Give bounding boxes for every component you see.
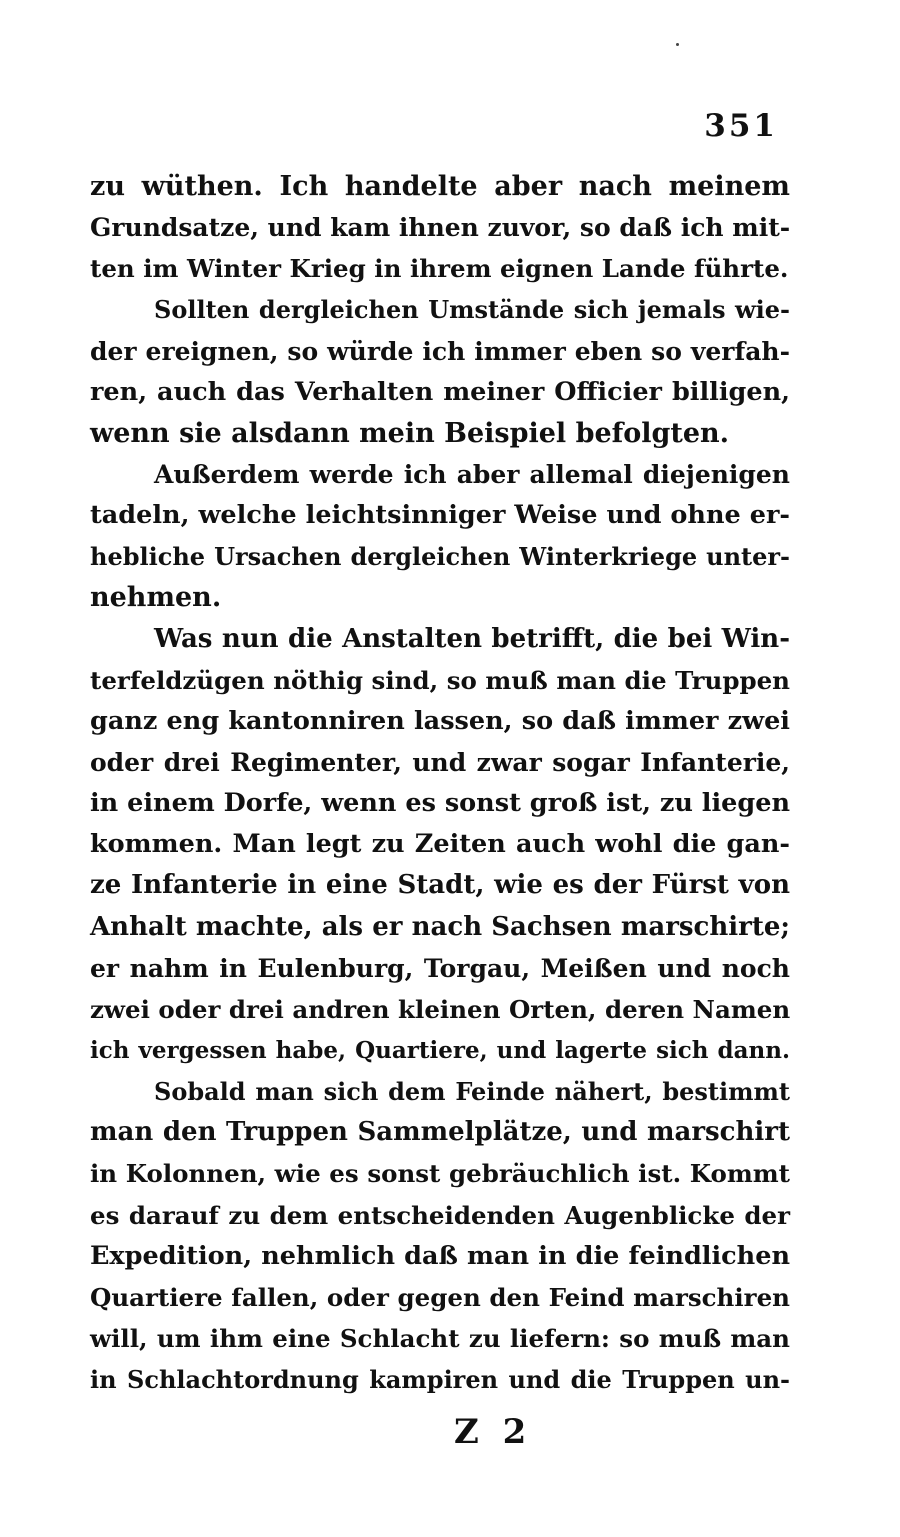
paragraph-start-line: Außerdem werde ich aber allemal diejenigen — [154, 459, 790, 489]
text-line: man den Truppen Sammelplätze, und marschirt — [90, 1117, 790, 1148]
text-line: Grundsatze, und kam ihnen zuvor, so daß ich mit- — [90, 213, 791, 243]
text-line: ten im Winter Krieg in ihrem eignen Lande führte. — [90, 254, 789, 284]
text-line: in Schlachtordnung kampiren und die Truppen un- — [90, 1365, 790, 1395]
text-line: er nahm in Eulenburg, Torgau, Meißen und noch — [90, 953, 790, 983]
text-line: hebliche Ursachen dergleichen Winterkriege unter- — [90, 542, 790, 572]
body-text — [90, 166, 790, 1400]
page-number: 351 — [704, 108, 778, 144]
paragraph-start-line: Sollten dergleichen Umstände sich jemals wie- — [154, 295, 790, 325]
text-line: tadeln, welche leichtsinniger Weise und ohne er- — [90, 500, 790, 531]
text-line: will, um ihm eine Schlacht zu liefern: so muß man — [90, 1323, 790, 1353]
text-line: kommen. Man legt zu Zeiten auch wohl die gan- — [90, 829, 790, 860]
text-line: es darauf zu dem entscheidenden Augenblicke der — [90, 1200, 790, 1230]
text-line: Expedition, nehmlich daß man in die feindlichen — [90, 1240, 790, 1271]
paragraph-start-line: Sobald man sich dem Feinde nähert, bestimmt — [154, 1077, 790, 1107]
ink-speck — [676, 43, 679, 46]
text-line: ganz eng kantonniren lassen, so daß immer zwei — [90, 705, 790, 736]
text-line: Quartiere fallen, oder gegen den Feind marschiren — [90, 1282, 790, 1312]
signature-mark: Z 2 — [454, 1412, 533, 1452]
text-line: wenn sie alsdann mein Beispiel befolgten. — [90, 417, 730, 449]
text-line: ze Infanterie in eine Stadt, wie es der Fürst von — [90, 870, 790, 901]
text-line: ich vergessen habe, Quartiere, und lagerte sich dann. — [90, 1036, 790, 1064]
text-line: in Kolonnen, wie es sonst gebräuchlich ist. Kommt — [90, 1159, 790, 1189]
paragraph-start-line: Was nun die Anstalten betrifft, die bei Win- — [154, 623, 790, 654]
text-line: zwei oder drei andren kleinen Orten, deren Namen — [90, 994, 791, 1024]
text-line: ren, auch das Verhalten meiner Officier billigen, — [90, 376, 790, 407]
text-line: in einem Dorfe, wenn es sonst groß ist, zu liegen — [90, 788, 790, 819]
text-line: nehmen. — [90, 582, 222, 614]
text-line: oder drei Regimenter, und zwar sogar Infanterie, — [90, 747, 790, 777]
text-line: der ereignen, so würde ich immer eben so verfah- — [90, 336, 790, 366]
text-line: terfeldzügen nöthig sind, so muß man die Truppen — [90, 665, 790, 695]
text-line: zu wüthen. Ich handelte aber nach meinem — [90, 171, 790, 202]
text-line: Anhalt machte, als er nach Sachsen marschirte; — [90, 911, 790, 942]
